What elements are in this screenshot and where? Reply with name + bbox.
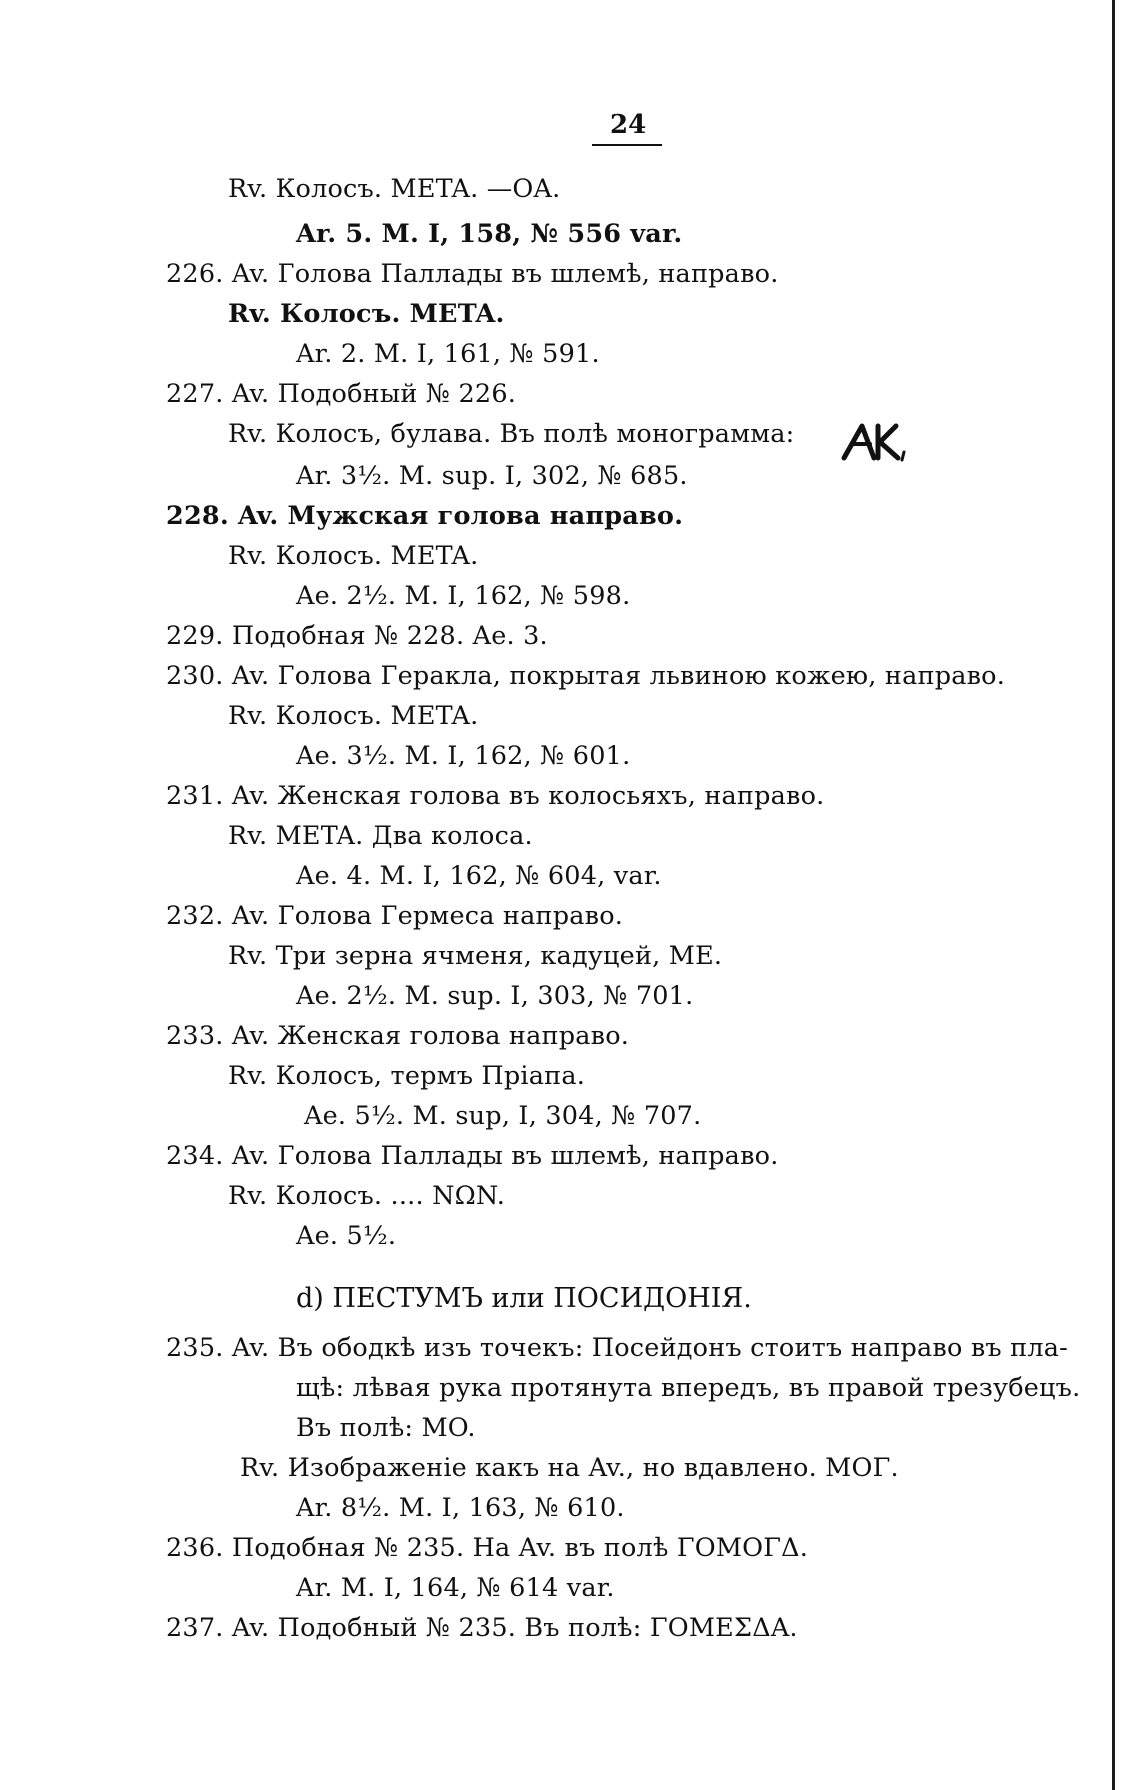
entry-line: Ar. 2. M. I, 161, № 591. [296, 339, 600, 369]
entry-line: Rv. META. Два колоса. [228, 821, 533, 851]
page-edge-rule [1112, 0, 1115, 1790]
entry-line: Ae. 3½. M. I, 162, № 601. [296, 741, 631, 771]
entry-line: Ar. 8½. M. I, 163, № 610. [296, 1493, 625, 1523]
entry-line: Rv. Колосъ. META. —OA. [228, 174, 561, 204]
entry-line: Ar. 3½. M. sup. I, 302, № 685. [296, 461, 688, 491]
entry-line: Въ полѣ: MO. [296, 1413, 476, 1443]
entry-line: Rv. Колосъ. META. [228, 541, 479, 571]
entry-line: Ae. 5½. M. sup, I, 304, № 707. [304, 1101, 702, 1131]
entry-line: 237. Av. Подобный № 235. Въ полѣ: ΓΟΜΕΣΔΑ. [166, 1613, 798, 1643]
entry-line: Ae. 4. M. I, 162, № 604, var. [296, 861, 662, 891]
entry-line: Rv. Колосъ. META. [228, 299, 505, 329]
page-number: 24 [610, 110, 647, 140]
entry-line: 227. Av. Подобный № 226. [166, 379, 517, 409]
entry-line: 236. Подобная № 235. На Av. въ полѣ ΓΟΜΟΓΔ. [166, 1533, 809, 1563]
section-heading: d) ПЕСТУМЪ или ПОСИДОНІЯ. [296, 1283, 752, 1314]
entry-line: 229. Подобная № 228. Ae. 3. [166, 621, 548, 651]
entry-line: 235. Av. Въ ободкѣ изъ точекъ: Посейдонъ стоитъ направо въ пла- [166, 1333, 1068, 1363]
entry-line: 233. Av. Женская голова направо. [166, 1021, 630, 1051]
monogram-glyph [840, 418, 910, 462]
entry-line: щѣ: лѣвая рука протянута впередъ, въ правой трезубецъ. [296, 1373, 1081, 1403]
entry-line: Rv. Колосъ, булава. Въ полѣ монограмма: [228, 419, 795, 449]
entry-line: Ae. 2½. M. sup. I, 303, № 701. [296, 981, 694, 1011]
entry-line: Rv. Изображеніе какъ на Av., но вдавлено. MOΓ. [240, 1453, 899, 1483]
entry-line: Ae. 5½. [296, 1221, 397, 1251]
entry-line: 231. Av. Женская голова въ колосьяхъ, направо. [166, 781, 825, 811]
entry-line: Ae. 2½. M. I, 162, № 598. [296, 581, 631, 611]
entry-line: Ar. 5. M. I, 158, № 556 var. [296, 219, 683, 249]
entry-line: Rv. Колосъ. .... NΩN. [228, 1181, 506, 1211]
entry-line: 226. Av. Голова Паллады въ шлемѣ, направо. [166, 259, 779, 289]
entry-line: 232. Av. Голова Гермеса направо. [166, 901, 624, 931]
entry-line: 228. Av. Мужская голова направо. [166, 501, 684, 531]
entry-line: 230. Av. Голова Геракла, покрытая львиною кожею, направо. [166, 661, 1006, 691]
entry-line: Ar. M. I, 164, № 614 var. [296, 1573, 615, 1603]
entry-line: 234. Av. Голова Паллады въ шлемѣ, направо. [166, 1141, 779, 1171]
entry-line: Rv. Колосъ. META. [228, 701, 479, 731]
entry-line: Rv. Три зерна ячменя, кадуцей, ME. [228, 941, 723, 971]
page-number-underline [592, 144, 662, 146]
entry-line: Rv. Колосъ, термъ Пріапа. [228, 1061, 586, 1091]
